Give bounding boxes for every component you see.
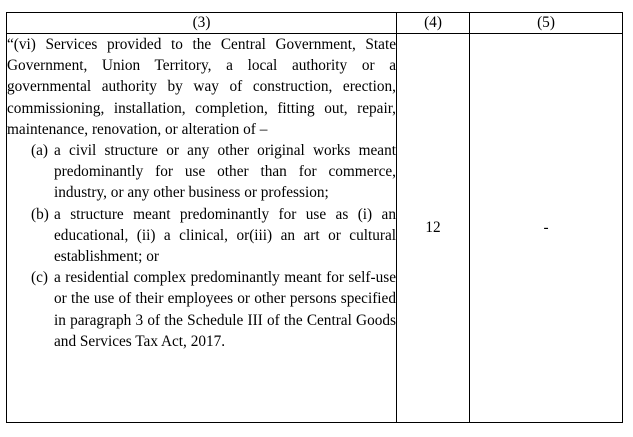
table-header-row bbox=[7, 13, 623, 34]
clause-marker-b: (b) bbox=[31, 205, 49, 223]
clause-marker-c: (c) bbox=[31, 269, 48, 287]
clause-text-b: a structure meant predominantly for use as (i) an educational, (ii) a clinical, or(iii) an art or cultural establishment; or bbox=[54, 205, 396, 266]
clause-b bbox=[7, 204, 396, 268]
rate-cell: 12 bbox=[397, 34, 470, 423]
column-header-4: (4) bbox=[397, 13, 470, 34]
tariff-table bbox=[6, 12, 623, 423]
condition-cell: - bbox=[470, 34, 623, 423]
clause-a bbox=[7, 140, 396, 204]
clause-c bbox=[7, 267, 396, 352]
clause-text-c: a residential complex predominantly meant for self-use or the use of their employees or other persons specified in paragraph 3 of the Schedule III of the Central Goods and Services Tax Act, 2017. bbox=[54, 269, 396, 350]
clause-text-a: a civil structure or any other original works meant predominantly for use other than for commerce, industry, or any other business or profession; bbox=[54, 142, 396, 202]
column-header-5: (5) bbox=[470, 13, 623, 34]
column-header-3: (3) bbox=[7, 13, 397, 34]
service-description: “(vi) Services provided to the Central Government, State Government, Union Territory, a local authority or a governmental authority by way of construction, erection, commissioning, installation, completion, fitting out, repair, maintenance, renovation, or alteration of – bbox=[7, 36, 396, 138]
clause-marker-a: (a) bbox=[31, 142, 48, 160]
table-row bbox=[7, 34, 623, 423]
description-cell bbox=[7, 34, 397, 423]
